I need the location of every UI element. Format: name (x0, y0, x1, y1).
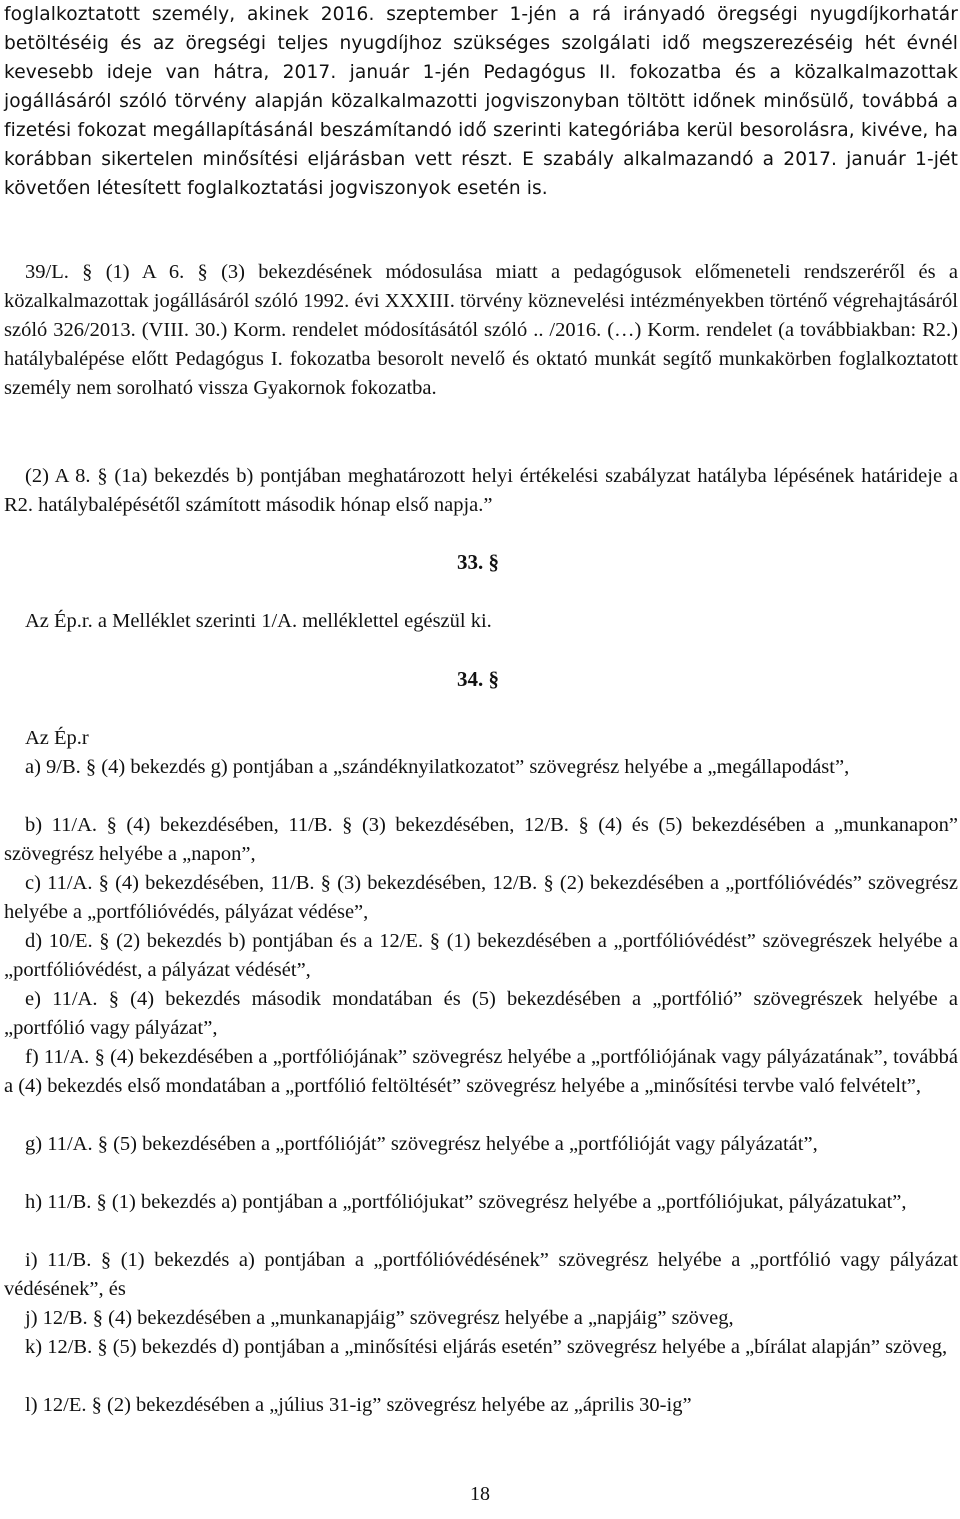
list-item-b: b) 11/A. § (4) bekezdésében, 11/B. § (3) bekezdésében, 12/B. § (4) és (5) bekezdésében a „munkanapon” szövegrész helyébe a „napon”, (4, 814, 958, 865)
list-item-i: i) 11/B. § (1) bekezdés a) pontjában a „portfólióvédésének” szövegrész helyébe a „portfólió vagy pályázat védésének”, és (4, 1249, 958, 1300)
list-item-d: d) 10/E. § (2) bekezdés b) pontjában és a 12/E. § (1) bekezdésében a „portfólióvédést” szövegrészek helyébe a „portfólióvédést, a pályázat védését”, (4, 930, 958, 981)
section-34-heading: 34. § (457, 667, 499, 691)
list-item-h: h) 11/B. § (1) bekezdés a) pontjában a „portfóliójukat” szövegrész helyébe a „portfóliójukat, pályázatukat”, (25, 1191, 907, 1213)
paragraph-39L: 39/L. § (1) A 6. § (3) bekezdésének módosulása miatt a pedagógusok előmeneteli rendszeréről és a közalkalmazottak jogállásáról szóló 1992. évi XXXIII. törvény köznevelési intézményekben történő végrehajtásáról szóló 326/2013. (VIII. 30.) Korm. rendelet módosításától szóló .. /2016. (…) Korm. rendelet (a továbbiakban: R2.) hatálybalépése előtt Pedagógus I. fokozatba besorolt nevelő és oktató munkát segítő munkakörben foglalkoztatott személy nem sorolható vissza Gyakornok fokozatba. (4, 261, 958, 399)
list-item-a: a) 9/B. § (4) bekezdés g) pontjában a „szándéknyilatkozatot” szövegrész helyébe a „megállapodást”, (25, 756, 850, 778)
section-33-heading: 33. § (457, 550, 499, 574)
section-33-text: Az Ép.r. a Melléklet szerinti 1/A. melléklettel egészül ki. (25, 610, 492, 632)
section-34-intro: Az Ép.r (25, 727, 89, 749)
list-item-g: g) 11/A. § (5) bekezdésében a „portfólióját” szövegrész helyébe a „portfólióját vagy pályázatát”, (25, 1133, 818, 1155)
list-item-f: f) 11/A. § (4) bekezdésében a „portfóliójának” szövegrész helyébe a „portfóliójának vagy pályázatának”, továbbá a (4) bekezdés első mondatában a „portfólió feltöltését” szövegrész helyébe a „minősítési tervbe való felvételt”, (4, 1046, 958, 1097)
list-item-e: e) 11/A. § (4) bekezdés második mondatában és (5) bekezdésében a „portfólió” szövegrészek helyébe a „portfólió vagy pályázat”, (4, 988, 958, 1039)
list-item-k: k) 12/B. § (5) bekezdés d) pontjában a „minősítési eljárás esetén” szövegrész helyébe a „bírálat alapján” szöveg, (25, 1336, 948, 1358)
list-item-j: j) 12/B. § (4) bekezdésében a „munkanapjáig” szövegrész helyébe a „napjáig” szöveg, (25, 1307, 734, 1329)
page-number: 18 (470, 1483, 490, 1505)
list-item-l: l) 12/E. § (2) bekezdésében a „július 31-ig” szövegrész helyébe az „április 30-ig” (25, 1394, 692, 1416)
paragraph-39L-2: (2) A 8. § (1a) bekezdés b) pontjában meghatározott helyi értékelési szabályzat hatályba lépésének határideje a R2. hatálybalépésétől számított második hónap első napja.” (4, 465, 958, 516)
list-item-c: c) 11/A. § (4) bekezdésében, 11/B. § (3) bekezdésében, 12/B. § (2) bekezdésében a „portfólióvédés” szövegrész helyébe a „portfólióvédés, pályázat védése”, (4, 872, 958, 923)
intro-paragraph: foglalkoztatott személy, akinek 2016. szeptember 1-jén a rá irányadó öregségi nyugdíjkorhatár betöltéséig és az öregségi teljes nyugdíjhoz szükséges szolgálati idő megszerezéséig hét évnél kevesebb ideje van hátra, 2017. január 1-jén Pedagógus II. fokozatba és a közalkalmazottak jogállásáról szóló törvény alapján közalkalmazotti jogviszonyban töltött időnek minősülő, továbbá a fizetési fokozat megállapításánál beszámítandó idő szerinti kategóriába kerül besorolásra, kivéve, ha korábban sikertelen minősítési eljárásban vett részt. E szabály alkalmazandó a 2017. január 1-jét követően létesített foglalkoztatási jogviszonyok esetén is. (4, 4, 958, 199)
